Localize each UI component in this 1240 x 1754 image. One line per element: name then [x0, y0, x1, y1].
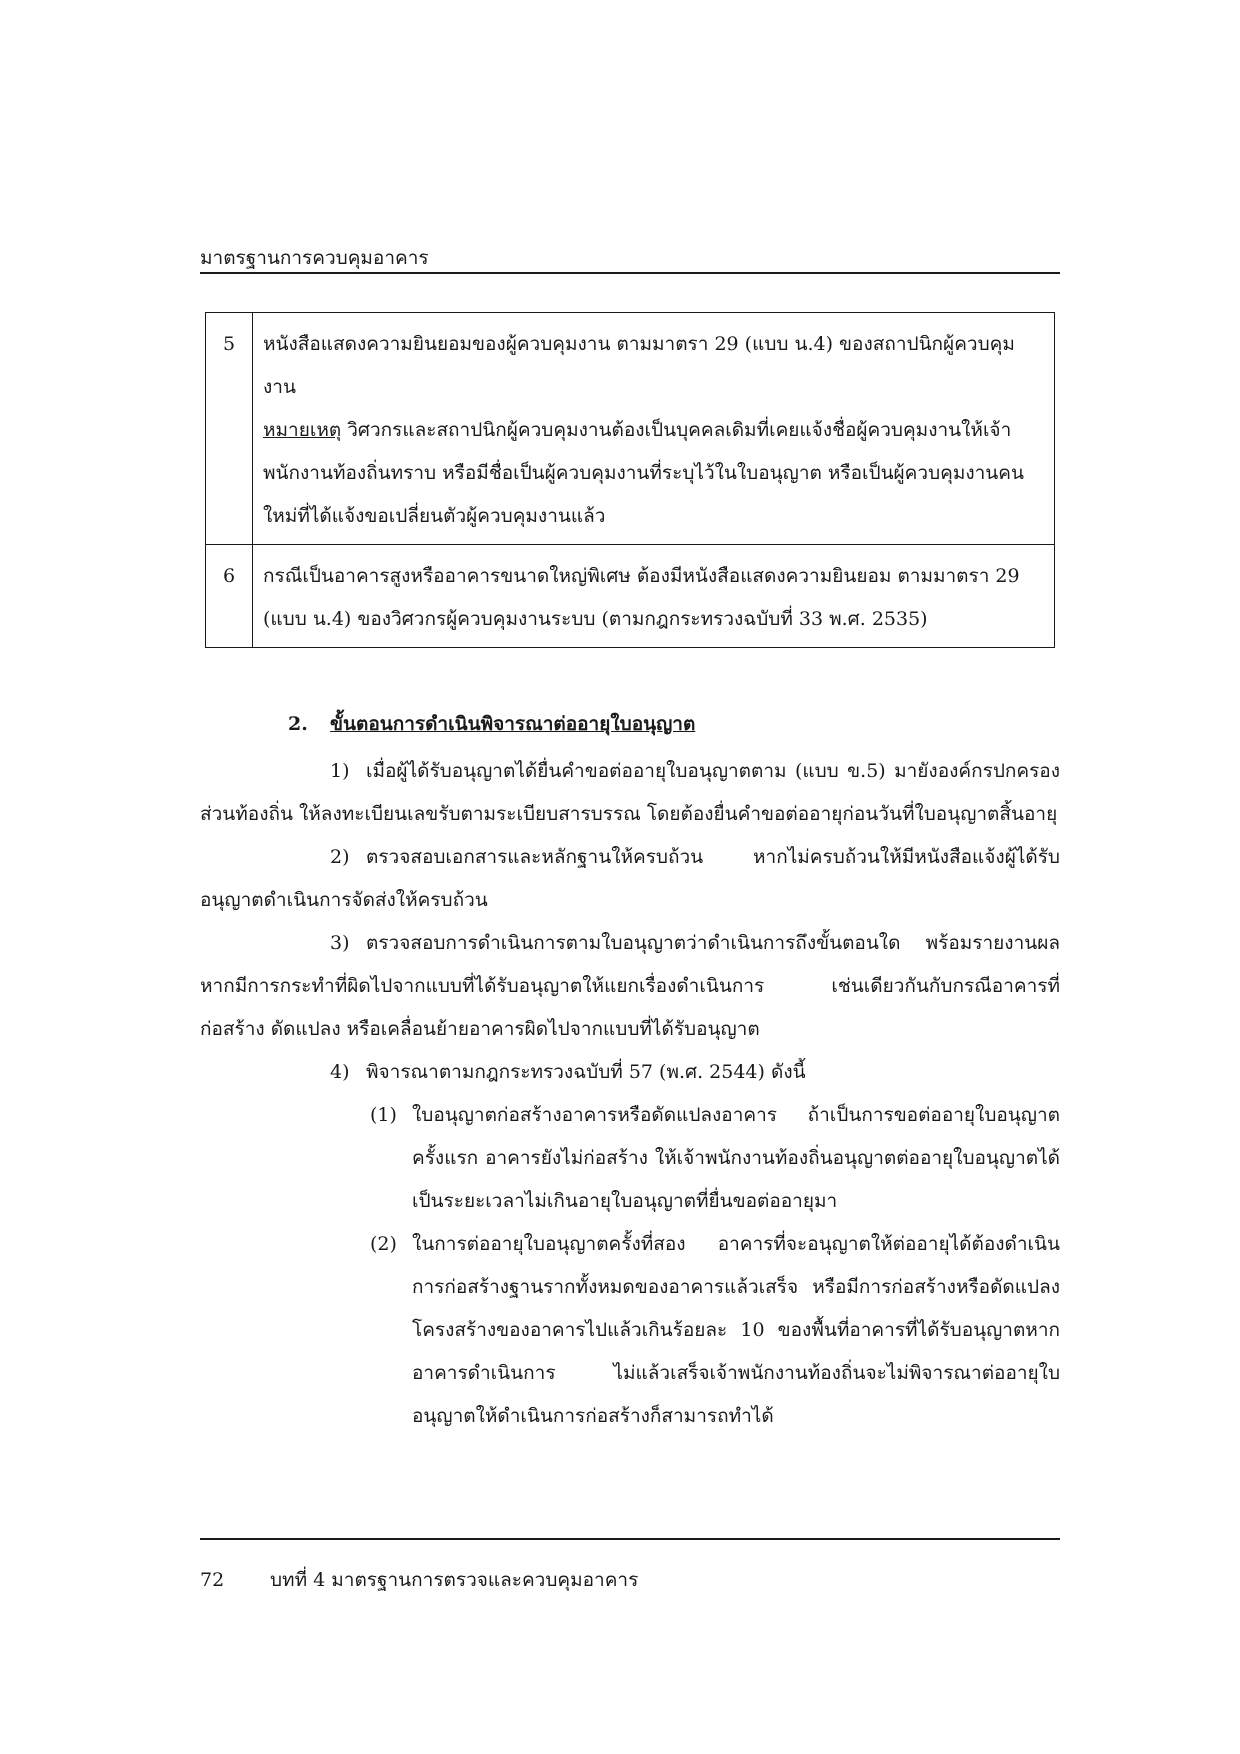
footer-divider — [200, 1538, 1060, 1540]
header-divider — [200, 272, 1060, 274]
header-title: มาตรฐานการควบคุมอาคาร — [200, 247, 429, 269]
row-main-text: กรณีเป็นอาคารสูงหรืออาคารขนาดใหญ่พิเศษ ต้องมีหนังสือแสดงความยินยอม ตามมาตรา 29 (แบบ น.4) ของวิศวกรผู้ควบคุมงานระบบ (ตามกฎกระทรวงฉบับที่ 33 พ.ศ. 2535) — [263, 565, 1020, 630]
page-number: 72 — [200, 1569, 225, 1591]
procedure-item — [330, 1051, 1060, 1094]
procedure-item — [200, 922, 1060, 1051]
item-text: ตรวจสอบเอกสารและหลักฐานให้ครบถ้วน หากไม่ครบถ้วนให้มีหนังสือแจ้งผู้ได้รับอนุญาตดำเนินการจัดส่งให้ครบถ้วน — [200, 846, 1060, 911]
row-number: 6 — [206, 545, 253, 648]
requirements-table — [205, 312, 1055, 648]
sub-item-number: (1) — [370, 1104, 397, 1126]
running-header — [200, 246, 429, 270]
sub-item-text: ใบอนุญาตก่อสร้างอาคารหรือดัดแปลงอาคาร ถ้าเป็นการขอต่ออายุใบอนุญาตครั้งแรก อาคารยังไม่ก่อสร้าง ให้เจ้าพนักงานท้องถิ่นอนุญาตต่ออายุใบอนุญาตได้เป็นระยะเวลาไม่เกินอายุใบอนุญาตที่ยื่นขอต่ออายุมา — [412, 1104, 1060, 1212]
note-text: วิศวกรและสถาปนิกผู้ควบคุมงานต้องเป็นบุคคลเดิมที่เคยแจ้งชื่อผู้ควบคุมงานให้เจ้าพนักงานท้องถิ่นทราบ หรือมีชื่อเป็นผู้ควบคุมงานที่ระบุไว้ในใบอนุญาต หรือเป็นผู้ควบคุมงานคนใหม่ที่ได้แจ้งขอเปลี่ยนตัวผู้ควบคุมงานแล้ว — [263, 419, 1024, 527]
procedure-item — [200, 750, 1060, 836]
page-footer — [200, 1568, 638, 1592]
sub-item-number: (2) — [370, 1233, 397, 1255]
table-row — [206, 545, 1055, 648]
item-text: พิจารณาตามกฎกระทรวงฉบับที่ 57 (พ.ศ. 2544) ดังนี้ — [366, 1061, 806, 1083]
row-content — [253, 313, 1055, 545]
item-text: เมื่อผู้ได้รับอนุญาตได้ยื่นคำขอต่ออายุใบอนุญาตตาม (แบบ ข.5) มายังองค์กรปกครองส่วนท้องถิ่น ให้ลงทะเบียนเลขรับตามระเบียบสารบรรณ โดยต้องยื่นคำขอต่ออายุก่อนวันที่ใบอนุญาตสิ้นอายุ — [200, 760, 1060, 825]
row-number: 5 — [206, 313, 253, 545]
item-text: ตรวจสอบการดำเนินการตามใบอนุญาตว่าดำเนินการถึงขั้นตอนใด พร้อมรายงานผล หากมีการกระทำที่ผิดไปจากแบบที่ได้รับอนุญาตให้แยกเรื่องดำเนินการ เช่นเดียวกันกับกรณีอาคารที่ก่อสร้าง ดัดแปลง หรือเคลื่อนย้ายอาคารผิดไปจากแบบที่ได้รับอนุญาต — [200, 932, 1060, 1040]
row-content — [253, 545, 1055, 648]
item-number: 2) — [330, 846, 350, 868]
sub-item-text: ในการต่ออายุใบอนุญาตครั้งที่สอง อาคารที่จะอนุญาตให้ต่ออายุได้ต้องดำเนินการก่อสร้างฐานรากทั้งหมดของอาคารแล้วเสร็จ หรือมีการก่อสร้างหรือดัดแปลงโครงสร้างของอาคารไปแล้วเกินร้อยละ 10 ของพื้นที่อาคารที่ได้รับอนุญาตหากอาคารดำเนินการ ไม่แล้วเสร็จเจ้าพนักงานท้องถิ่นจะไม่พิจารณาต่ออายุใบอนุญาตให้ดำเนินการก่อสร้างก็สามารถทำได้ — [412, 1233, 1060, 1427]
item-number: 1) — [330, 760, 350, 782]
procedure-item — [200, 836, 1060, 922]
row-main-text: หนังสือแสดงความยินยอมของผู้ควบคุมงาน ตามมาตรา 29 (แบบ น.4) ของสถาปนิกผู้ควบคุมงาน — [263, 333, 1015, 398]
section-title: ขั้นตอนการดำเนินพิจารณาต่ออายุใบอนุญาต — [330, 713, 696, 735]
note-label: หมายเหตุ — [263, 419, 342, 441]
table-row — [206, 313, 1055, 545]
section-number: 2. — [288, 713, 308, 735]
sub-item — [370, 1223, 1060, 1438]
section-heading — [288, 704, 1060, 744]
sub-item — [370, 1094, 1060, 1223]
section-renewal-procedure — [200, 704, 1060, 1438]
row-note — [263, 409, 1046, 538]
footer-chapter: บทที่ 4 มาตรฐานการตรวจและควบคุมอาคาร — [270, 1569, 639, 1591]
item-number: 3) — [330, 932, 350, 954]
item-number: 4) — [330, 1061, 350, 1083]
